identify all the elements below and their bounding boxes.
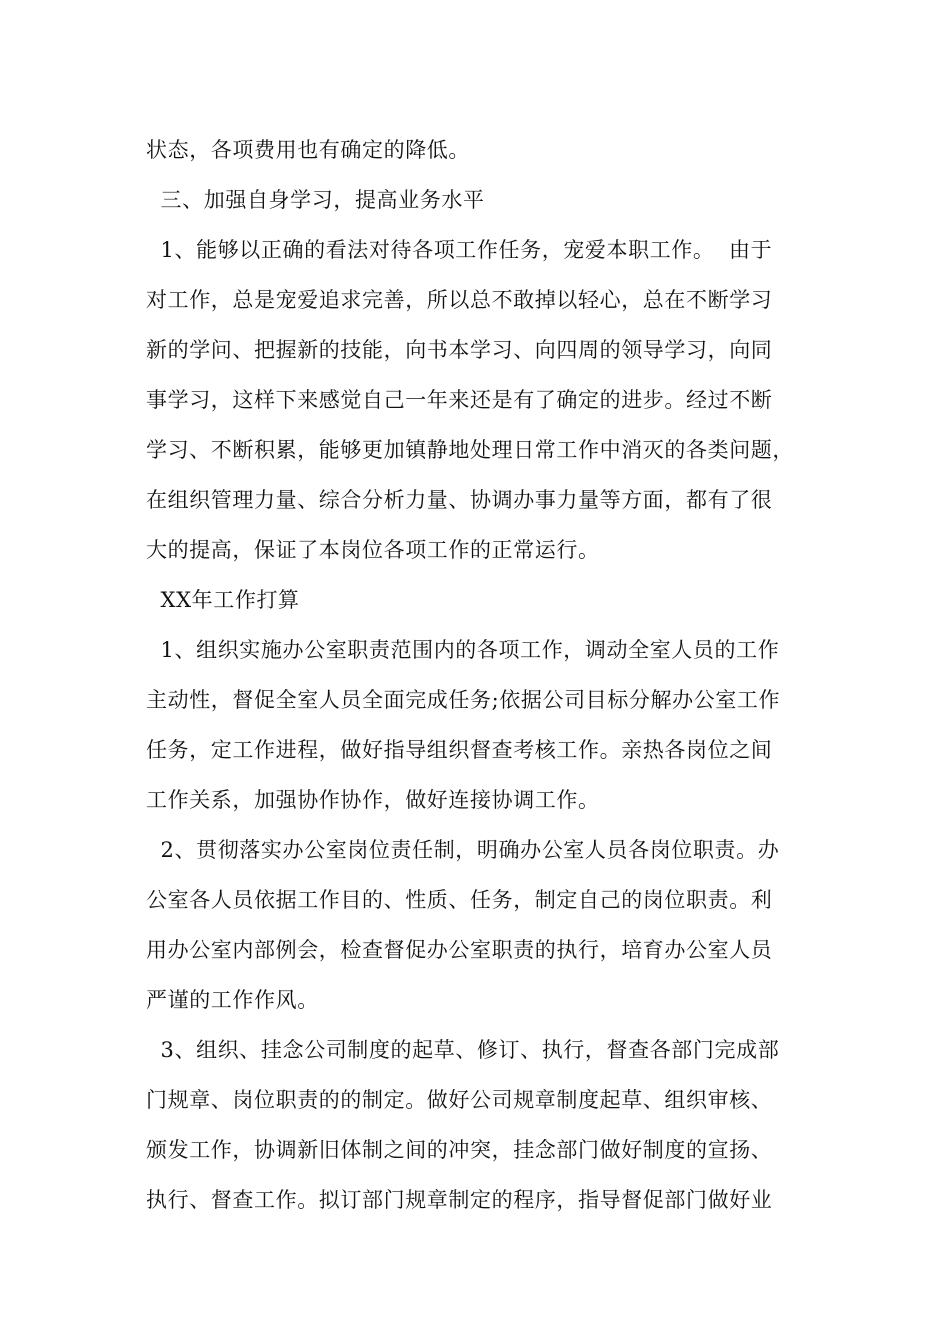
body-text-line: 1、能够以正确的看法对待各项工作任务，宠爱本职工作。 由于	[146, 238, 773, 262]
body-text-line: 执行、督查工作。拟订部门规章制定的程序，指导督促部门做好业	[146, 1188, 773, 1212]
body-text-line: 状态，各项费用也有确定的降低。	[146, 138, 470, 162]
body-text-line: 主动性，督促全室人员全面完成任务;依据公司目标分解办公室工作	[146, 688, 781, 712]
section-heading: 三、加强自身学习，提高业务水平	[146, 188, 485, 212]
body-text-line: 用办公室内部例会，检查督促办公室职责的执行，培育办公室人员	[146, 938, 773, 962]
body-text-line: 大的提高，保证了本岗位各项工作的正常运行。	[146, 538, 600, 562]
body-text-line: 颁发工作，协调新旧体制之间的冲突，挂念部门做好制度的宣扬、	[146, 1138, 773, 1162]
body-text-line: 在组织管理力量、综合分析力量、协调办事力量等方面，都有了很	[146, 488, 773, 512]
body-text-line: 任务，定工作进程，做好指导组织督查考核工作。亲热各岗位之间	[146, 738, 773, 762]
body-text-line: 严谨的工作作风。	[146, 988, 319, 1012]
body-text-line: 对工作，总是宠爱追求完善，所以总不敢掉以轻心，总在不断学习	[146, 288, 773, 312]
body-text-line: 学习、不断积累，能够更加镇静地处理日常工作中消灭的各类问题，	[146, 438, 794, 462]
body-text-line: 3、组织、挂念公司制度的起草、修订、执行，督查各部门完成部	[146, 1038, 780, 1062]
body-text-line: 公室各人员依据工作目的、性质、任务，制定自己的岗位职责。利	[146, 888, 773, 912]
body-text-line: 新的学问、把握新的技能，向书本学习、向四周的领导学习，向同	[146, 338, 773, 362]
body-text-line: 门规章、岗位职责的的制定。做好公司规章制度起草、组织审核、	[146, 1088, 773, 1112]
body-text-line: 1、组织实施办公室职责范围内的各项工作，调动全室人员的工作	[146, 638, 780, 662]
body-text-line: 事学习，这样下来感觉自己一年来还是有了确定的进步。经过不断	[146, 388, 773, 412]
body-text-line: 2、贯彻落实办公室岗位责任制，明确办公室人员各岗位职责。办	[146, 838, 780, 862]
body-text-line: 工作关系，加强协作协作，做好连接协调工作。	[146, 788, 600, 812]
section-heading: XX年工作打算	[146, 588, 300, 612]
